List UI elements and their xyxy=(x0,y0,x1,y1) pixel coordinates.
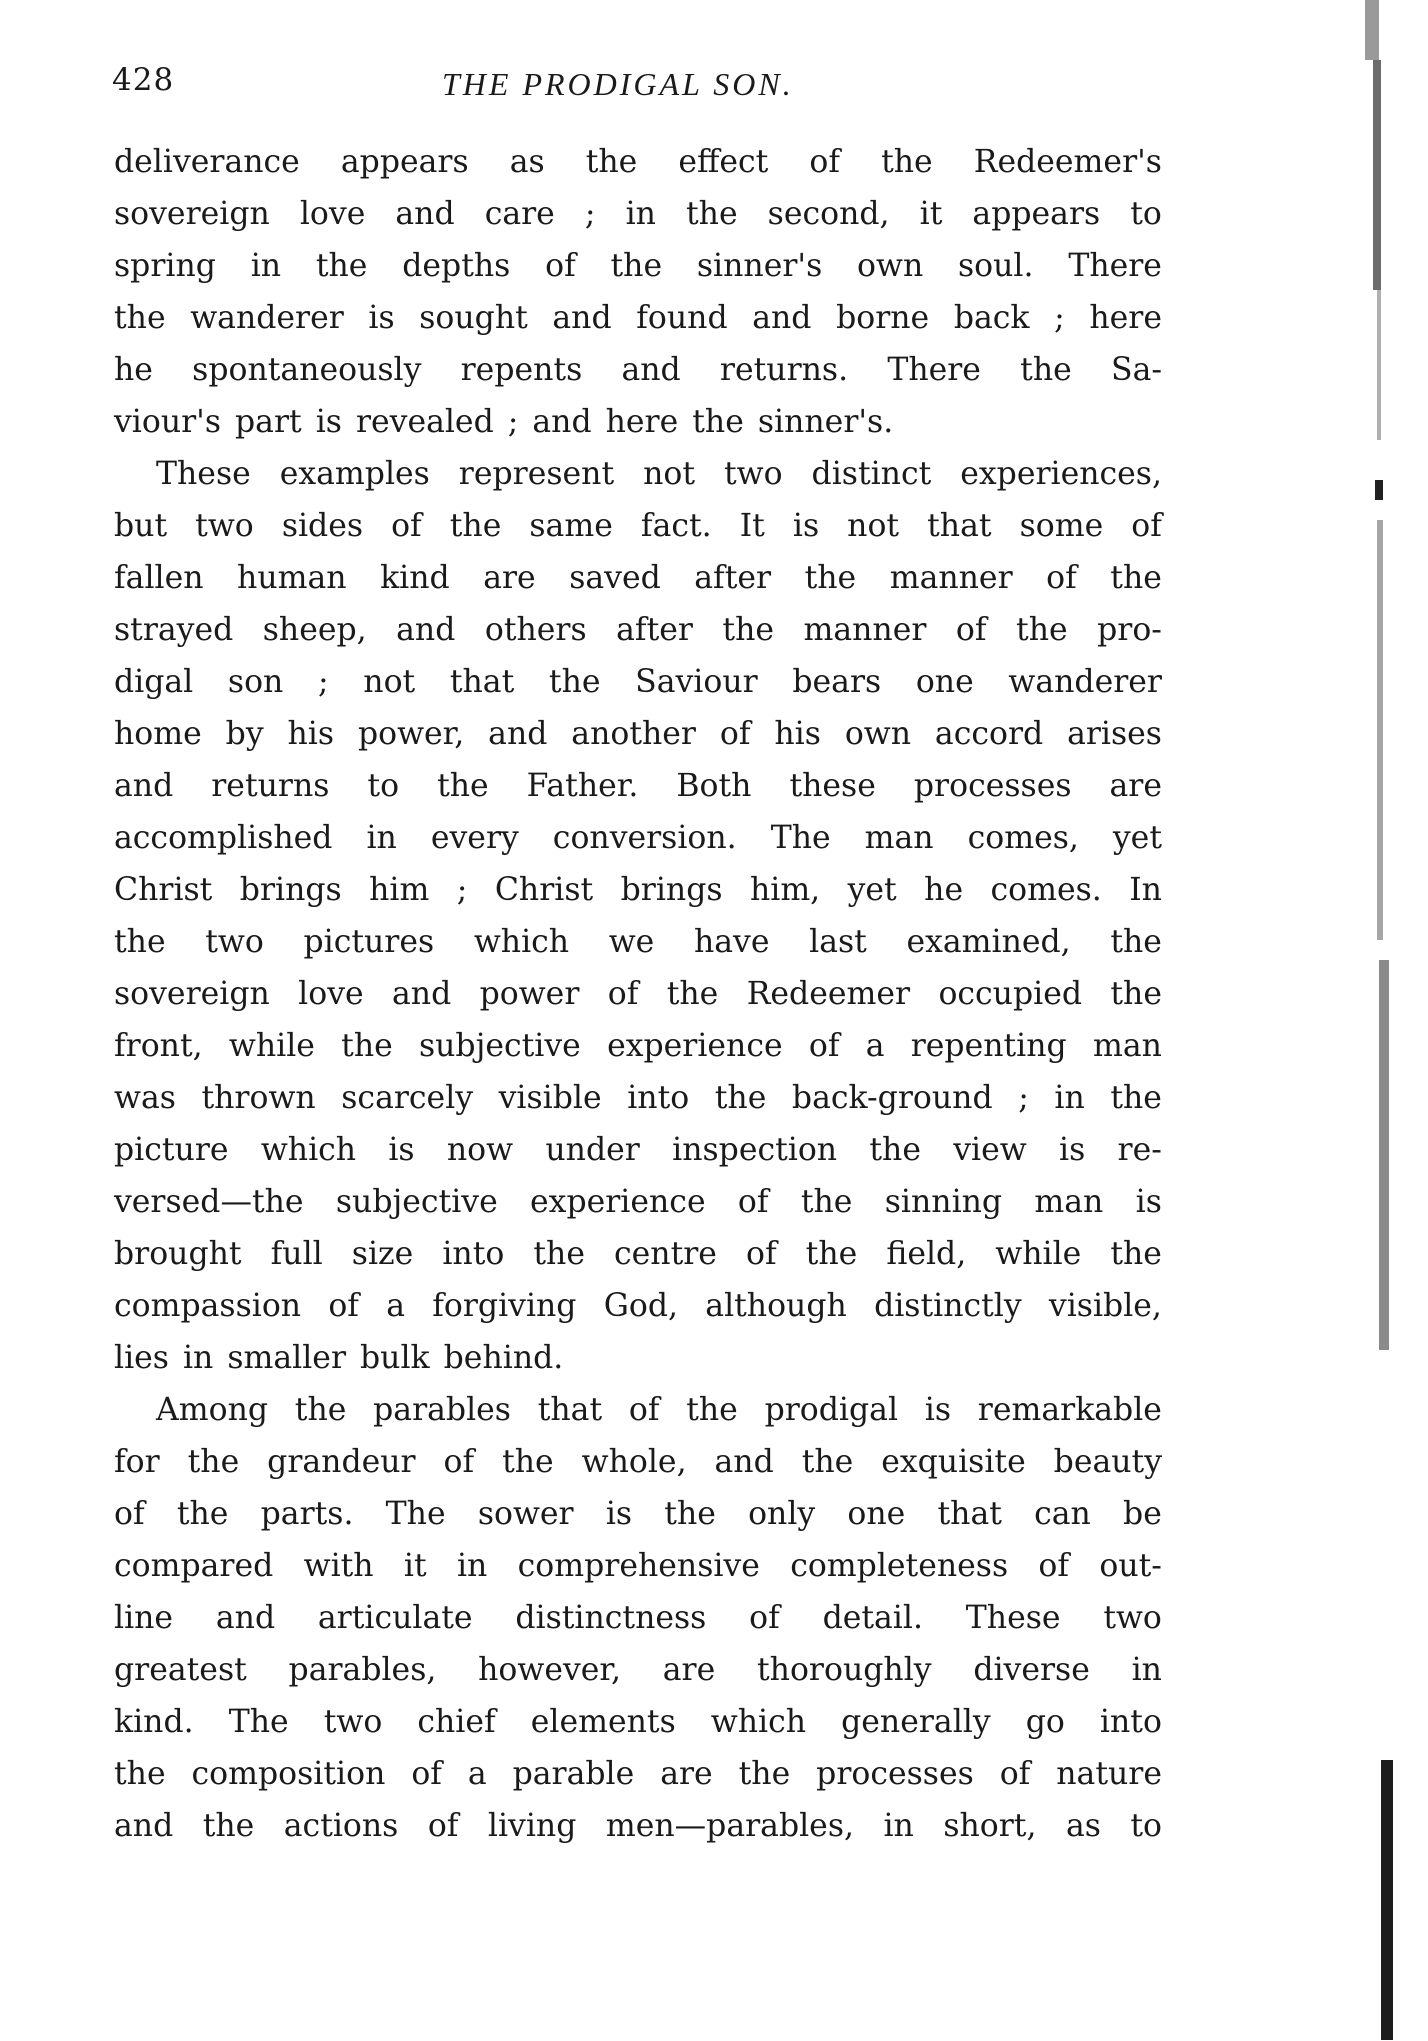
text-line: for the grandeur of the whole, and the exquisite beauty xyxy=(114,1444,1162,1480)
page-number: 428 xyxy=(112,62,175,98)
text-line: sovereign love and power of the Redeemer occupied the xyxy=(114,976,1162,1012)
text-line: of the parts. The sower is the only one that can be xyxy=(114,1496,1162,1532)
text-line: and the actions of living men—parables, in short, as to xyxy=(114,1808,1162,1844)
text-line: deliverance appears as the effect of the Redeemer's xyxy=(114,144,1162,180)
text-line: versed—the subjective experience of the sinning man is xyxy=(114,1184,1162,1220)
text-line: sovereign love and care ; in the second, it appears to xyxy=(114,196,1162,232)
text-line: digal son ; not that the Saviour bears one wanderer xyxy=(114,664,1162,700)
text-line: he spontaneously repents and returns. There the Sa- xyxy=(114,352,1162,388)
body-text xyxy=(114,136,1162,1852)
text-line: strayed sheep, and others after the manner of the pro- xyxy=(114,612,1162,648)
text-line: compassion of a forgiving God, although distinctly visible, xyxy=(114,1288,1162,1324)
text-line: Christ brings him ; Christ brings him, yet he comes. In xyxy=(114,872,1162,908)
scan-gutter-shadow xyxy=(1355,0,1395,2041)
text-line: the composition of a parable are the processes of nature xyxy=(114,1756,1162,1792)
page-header xyxy=(112,62,1162,122)
text-line: was thrown scarcely visible into the back-ground ; in the xyxy=(114,1080,1162,1116)
text-line: home by his power, and another of his own accord arises xyxy=(114,716,1162,752)
text-line: picture which is now under inspection the view is re- xyxy=(114,1132,1162,1168)
text-line: the two pictures which we have last examined, the xyxy=(114,924,1162,960)
text-line: compared with it in comprehensive completeness of out- xyxy=(114,1548,1162,1584)
text-line: viour's part is revealed ; and here the sinner's. xyxy=(114,404,894,440)
text-line: lies in smaller bulk behind. xyxy=(114,1340,564,1376)
text-line: spring in the depths of the sinner's own soul. There xyxy=(114,248,1162,284)
text-line: greatest parables, however, are thoroughly diverse in xyxy=(114,1652,1162,1688)
running-title: THE PRODIGAL SON. xyxy=(442,66,794,102)
text-line: Among the parables that of the prodigal is remarkable xyxy=(156,1392,1162,1428)
text-line: the wanderer is sought and found and borne back ; here xyxy=(114,300,1162,336)
text-line: accomplished in every conversion. The man comes, yet xyxy=(114,820,1162,856)
text-line: kind. The two chief elements which generally go into xyxy=(114,1704,1162,1740)
text-line: and returns to the Father. Both these processes are xyxy=(114,768,1162,804)
text-line: but two sides of the same fact. It is not that some of xyxy=(114,508,1162,544)
text-line: These examples represent not two distinct experiences, xyxy=(156,456,1162,492)
text-line: line and articulate distinctness of detail. These two xyxy=(114,1600,1162,1636)
text-line: front, while the subjective experience of a repenting man xyxy=(114,1028,1162,1064)
text-line: fallen human kind are saved after the manner of the xyxy=(114,560,1162,596)
text-line: brought full size into the centre of the field, while the xyxy=(114,1236,1162,1272)
